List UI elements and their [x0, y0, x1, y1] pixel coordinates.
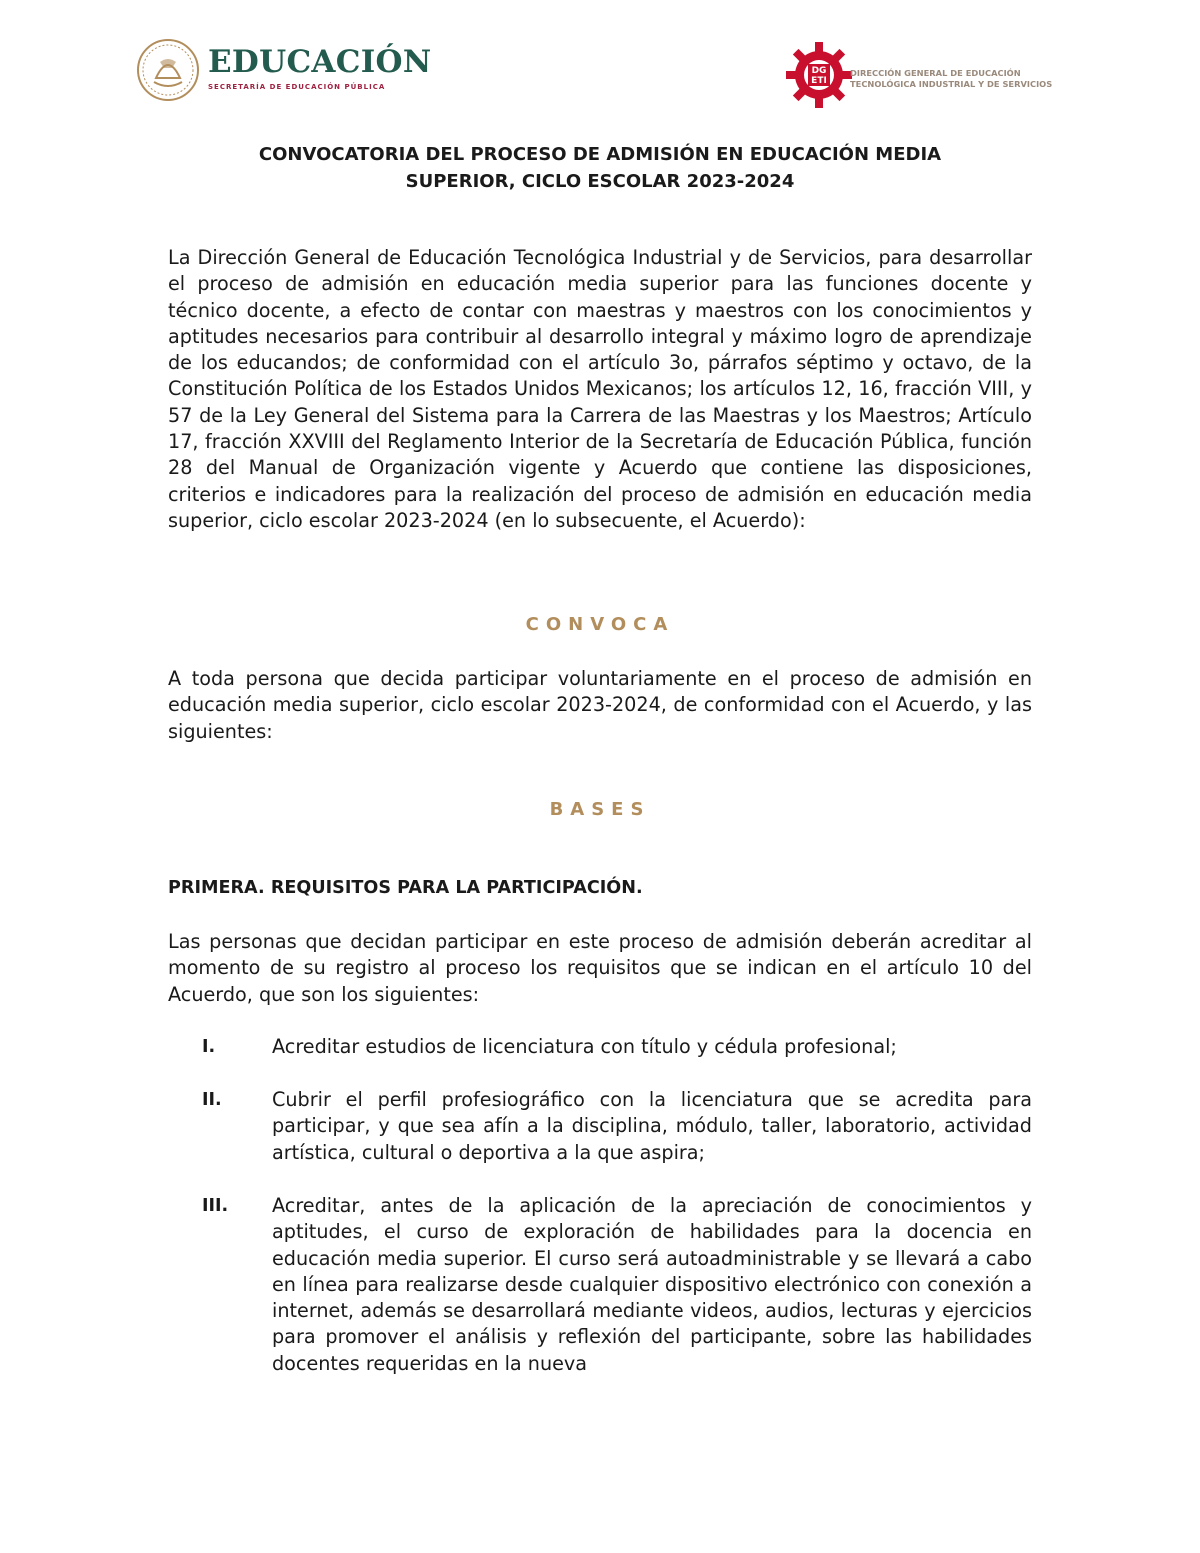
list-numeral: III.: [202, 1196, 229, 1216]
section-heading-primera: PRIMERA. REQUISITOS PARA LA PARTICIPACIÓN.: [168, 878, 643, 898]
sep-subtitle: SECRETARÍA DE EDUCACIÓN PÚBLICA: [208, 83, 386, 91]
sep-logo: [136, 38, 436, 102]
list-numeral: I.: [202, 1037, 216, 1057]
national-seal-icon: [136, 38, 200, 102]
list-item-text: Acreditar, antes de la aplicación de la apreciación de conocimientos y aptitudes, el curso de exploración de habilidades para la docencia en educación media superior. El curso será autoadministrable y se llevará a cabo en línea para realizarse desde cualquier dispositivo electrónico con conexión a internet, además se desarrollará mediante videos, audios, lecturas y ejercicios para promover el análisis y reflexión del participante, sobre las habilidades docentes requeridas en la nueva: [272, 1194, 1032, 1375]
intro-paragraph: La Dirección General de Educación Tecnológica Industrial y de Servicios, para desarrollar el proceso de admisión en educación media superior para las funciones docente y técnico docente, a efecto de contar con maestras y maestros con los conocimientos y aptitudes necesarios para contribuir al desarrollo integral y máximo logro de aprendizaje de los educandos; de conformidad con el artículo 3o, párrafos séptimo y octavo, de la Constitución Política de los Estados Unidos Mexicanos; los artículos 12, 16, fracción VIII, y 57 de la Ley General del Sistema para la Carrera de las Maestras y los Maestros; Artículo 17, fracción XXVIII del Reglamento Interior de la Secretaría de Educación Pública, función 28 del Manual de Organización vigente y Acuerdo que contiene las disposiciones, criterios e indicadores para la realización del proceso de admisión en educación media superior, ciclo escolar 2023-2024 (en lo subsecuente, el Acuerdo):: [168, 246, 1032, 532]
dgeti-name-line1: DIRECCIÓN GENERAL DE EDUCACIÓN: [850, 68, 1021, 78]
sep-wordmark: EDUCACIÓN: [208, 44, 432, 80]
primera-paragraph: Las personas que decidan participar en este proceso de admisión deberán acreditar al momento de su registro al proceso los requisitos que se indican en el artículo 10 del Acuerdo, que son los siguientes:: [168, 930, 1032, 1006]
dgeti-name: [850, 68, 1052, 90]
list-numeral: II.: [202, 1090, 222, 1110]
convoca-heading: CONVOCA: [525, 614, 675, 635]
svg-text:DG: DG: [811, 66, 827, 76]
svg-text:ETI: ETI: [811, 76, 827, 86]
title-line-1: CONVOCATORIA DEL PROCESO DE ADMISIÓN EN EDUCACIÓN MEDIA: [258, 144, 942, 165]
dgeti-logo: [784, 40, 1084, 114]
document-title: [168, 141, 1032, 195]
title-line-2: SUPERIOR, CICLO ESCOLAR 2023-2024: [405, 171, 795, 192]
convoca-paragraph: A toda persona que decida participar voluntariamente en el proceso de admisión en educación media superior, ciclo escolar 2023-2024, de conformidad con el Acuerdo, y las siguientes:: [168, 667, 1032, 743]
dgeti-name-line2: TECNOLÓGICA INDUSTRIAL Y DE SERVICIOS: [850, 79, 1053, 89]
list-item-text: Cubrir el perfil profesiográfico con la licenciatura que se acredita para participar, y que sea afín a la disciplina, módulo, taller, laboratorio, actividad artística, cultural o deportiva a la que aspira;: [272, 1088, 1032, 1164]
list-item-text: Acreditar estudios de licenciatura con título y cédula profesional;: [272, 1035, 897, 1058]
bases-heading: BASES: [549, 799, 651, 820]
dgeti-gear-icon: [784, 40, 854, 110]
